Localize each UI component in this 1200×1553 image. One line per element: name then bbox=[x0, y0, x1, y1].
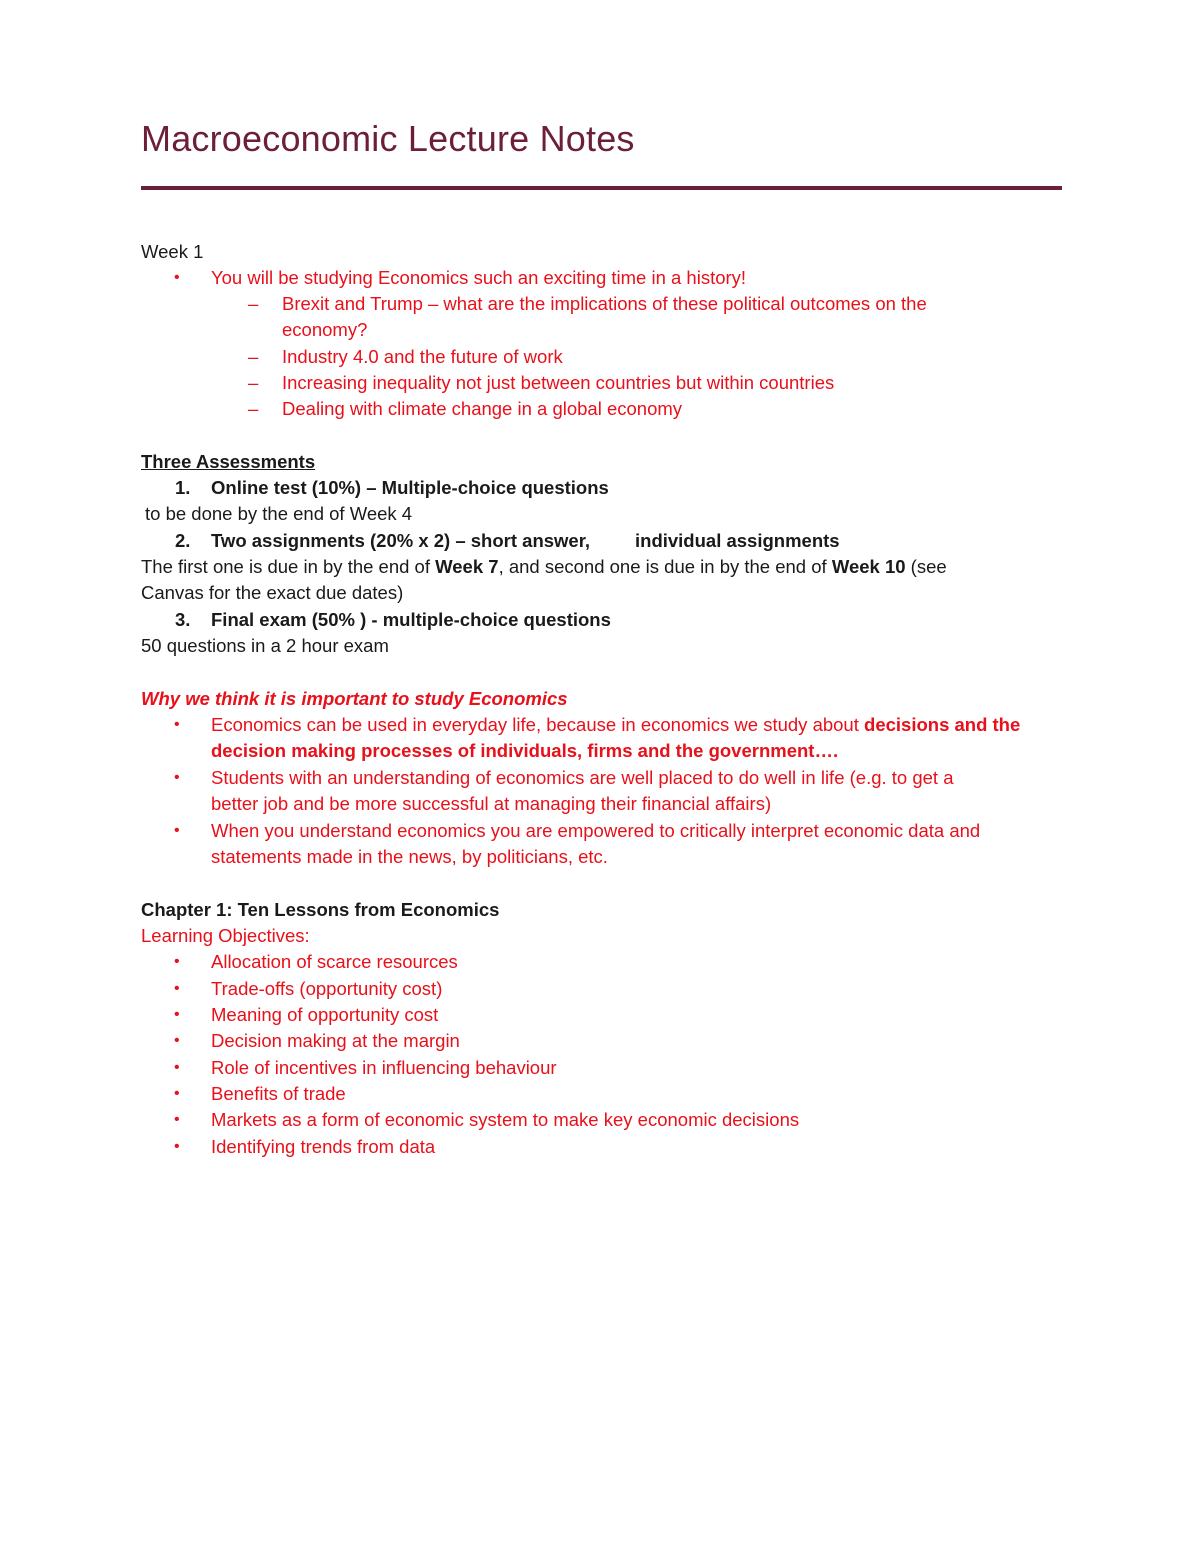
bullet-icon: • bbox=[174, 822, 180, 839]
week1-topic: Dealing with climate change in a global economy bbox=[282, 398, 683, 419]
chapter1-heading: Chapter 1: Ten Lessons from Economics bbox=[141, 899, 500, 920]
assessment-title: Online test (10%) – Multiple-choice questions bbox=[211, 477, 609, 498]
assessment-detail: to be done by the end of Week 4 bbox=[145, 503, 413, 524]
assessment-detail bbox=[141, 554, 947, 580]
assessment-title-cont: individual assignments bbox=[635, 530, 840, 551]
week1-topic: Brexit and Trump – what are the implications of these political outcomes on the bbox=[282, 293, 927, 314]
why-point-cont: decision making processes of individuals, firms and the government…. bbox=[211, 740, 839, 761]
dash-icon: – bbox=[248, 372, 259, 393]
week1-topic: Increasing inequality not just between countries but within countries bbox=[282, 372, 835, 393]
bullet-icon: • bbox=[174, 1059, 180, 1076]
week-10-label: Week 10 bbox=[831, 556, 906, 577]
bullet-icon: • bbox=[174, 1006, 180, 1023]
bullet-icon: • bbox=[174, 980, 180, 997]
list-number: 2. bbox=[175, 530, 191, 551]
why-point-cont: statements made in the news, by politicians, etc. bbox=[211, 846, 608, 867]
bullet-icon: • bbox=[174, 953, 180, 970]
bullet-icon: • bbox=[174, 1085, 180, 1102]
objective-item: Identifying trends from data bbox=[211, 1136, 436, 1157]
why-point-cont: better job and be more successful at managing their financial affairs) bbox=[211, 793, 772, 814]
title-divider bbox=[141, 186, 1062, 190]
dash-icon: – bbox=[248, 293, 259, 314]
assessment-title: Two assignments (20% x 2) – short answer, bbox=[211, 530, 591, 551]
bullet-icon: • bbox=[174, 769, 180, 786]
week1-heading: Week 1 bbox=[141, 241, 204, 262]
week-7-label: Week 7 bbox=[435, 556, 499, 577]
objective-item: Meaning of opportunity cost bbox=[211, 1004, 439, 1025]
objective-item: Allocation of scarce resources bbox=[211, 951, 458, 972]
detail-text: , and second one is due in by the end of bbox=[498, 556, 832, 577]
dash-icon: – bbox=[248, 398, 259, 419]
objectives-label: Learning Objectives: bbox=[141, 925, 310, 946]
bullet-icon: • bbox=[174, 716, 180, 733]
week1-topic: Industry 4.0 and the future of work bbox=[282, 346, 563, 367]
why-point: When you understand economics you are empowered to critically interpret economic data and bbox=[211, 820, 981, 841]
bullet-icon: • bbox=[174, 1138, 180, 1155]
objective-item: Benefits of trade bbox=[211, 1083, 346, 1104]
bullet-icon: • bbox=[174, 269, 180, 286]
week1-topic-cont: economy? bbox=[282, 319, 368, 340]
why-text-bold: decisions and the bbox=[864, 714, 1021, 735]
why-point: Students with an understanding of economics are well placed to do well in life (e.g. to get a bbox=[211, 767, 954, 788]
objective-item: Role of incentives in influencing behaviour bbox=[211, 1057, 557, 1078]
list-number: 3. bbox=[175, 609, 191, 630]
why-point bbox=[211, 712, 1020, 738]
assessment-detail: 50 questions in a 2 hour exam bbox=[141, 635, 389, 656]
bullet-icon: • bbox=[174, 1032, 180, 1049]
objective-item: Trade-offs (opportunity cost) bbox=[211, 978, 443, 999]
why-text: Economics can be used in everyday life, because in economics we study about bbox=[211, 714, 865, 735]
assessment-detail-cont: Canvas for the exact due dates) bbox=[141, 582, 404, 603]
dash-icon: – bbox=[248, 346, 259, 367]
why-heading: Why we think it is important to study Economics bbox=[141, 688, 568, 709]
assessment-title: Final exam (50% ) - multiple-choice questions bbox=[211, 609, 611, 630]
page-title: Macroeconomic Lecture Notes bbox=[141, 118, 635, 159]
objective-item: Decision making at the margin bbox=[211, 1030, 460, 1051]
bullet-icon: • bbox=[174, 1111, 180, 1128]
week1-intro: You will be studying Economics such an exciting time in a history! bbox=[211, 267, 747, 288]
detail-text: (see bbox=[905, 556, 947, 577]
detail-text: The first one is due in by the end of bbox=[141, 556, 436, 577]
objective-item: Markets as a form of economic system to make key economic decisions bbox=[211, 1109, 800, 1130]
assessments-heading: Three Assessments bbox=[141, 451, 316, 472]
list-number: 1. bbox=[175, 477, 191, 498]
